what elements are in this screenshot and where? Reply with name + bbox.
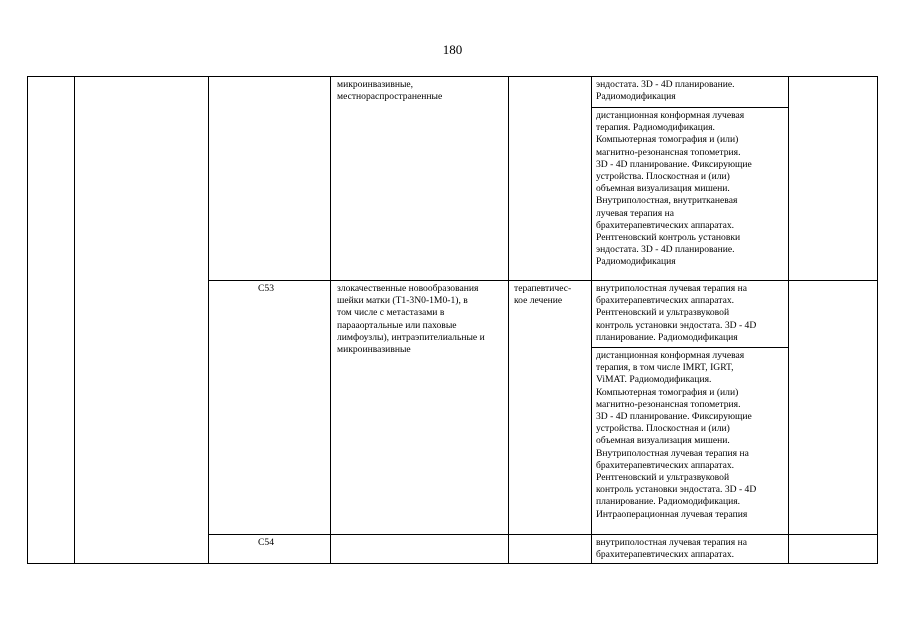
table-cell-code: C53 xyxy=(258,283,274,294)
table-cell-code: C54 xyxy=(258,537,274,548)
table-border xyxy=(591,76,592,564)
table-border xyxy=(74,76,75,564)
table-border xyxy=(330,76,331,564)
table-border xyxy=(27,563,878,564)
table-border xyxy=(591,347,789,348)
table-border xyxy=(208,534,878,535)
table-cell-method: внутриполостная лучевая терапия на брахитерапевтических аппаратах. xyxy=(596,537,747,561)
table-border xyxy=(591,107,789,108)
table-border xyxy=(877,76,878,564)
page-number: 180 xyxy=(442,42,463,57)
table-border xyxy=(27,76,878,77)
table-border xyxy=(508,76,509,564)
table-border xyxy=(788,76,789,564)
table-border xyxy=(208,280,878,281)
table-cell-diagnosis: микроинвазивные, местнораспространенные xyxy=(337,79,443,103)
table-border xyxy=(27,76,28,564)
table-cell-diagnosis: злокачественные новообразования шейки матки (T1-3N0-1M0-1), в том числе с метастазами в парааортальные или паховые лимфоузлы), интраэпителиальные и микроинвазивные xyxy=(337,283,485,356)
table-border xyxy=(208,76,209,564)
table-cell-method: дистанционная конформная лучевая терапия, в том числе IMRT, IGRT, ViMAT. Радиомодификация. Компьютерная томография и (или) магнитно-резонансная топометрия. 3D - 4D планирование. Фиксирующие устройства. Плоскостная и (или) объемная визуализация мишени. Внутриполостная лучевая терапия на брахитерапевтических аппаратах. Рентгеновский и ультразвуковой контроль установки эндостата. 3D - 4D планирование. Радиомодификация. Интраоперационная лучевая терапия xyxy=(596,350,757,520)
table-cell-method: эндостата. 3D - 4D планирование. Радиомодификация xyxy=(596,79,735,103)
table-cell-method: внутриполостная лучевая терапия на брахитерапевтических аппаратах. Рентгеновский и ультразвуковой контроль установки эндостата. 3D - 4D планирование. Радиомодификация xyxy=(596,283,757,343)
table-cell-treatment-type: терапевтичес- кое лечение xyxy=(514,283,572,307)
table-cell-method: дистанционная конформная лучевая терапия. Радиомодификация. Компьютерная томография и (или) магнитно-резонансная топометрия. 3D - 4D планирование. Фиксирующие устройства. Плоскостная и (или) объемная визуализация мишени. Внутриполостная, внутритканевая лучевая терапия на брахитерапевтических аппаратах. Рентгеновский контроль установки эндостата. 3D - 4D планирование. Радиомодификация xyxy=(596,110,752,268)
